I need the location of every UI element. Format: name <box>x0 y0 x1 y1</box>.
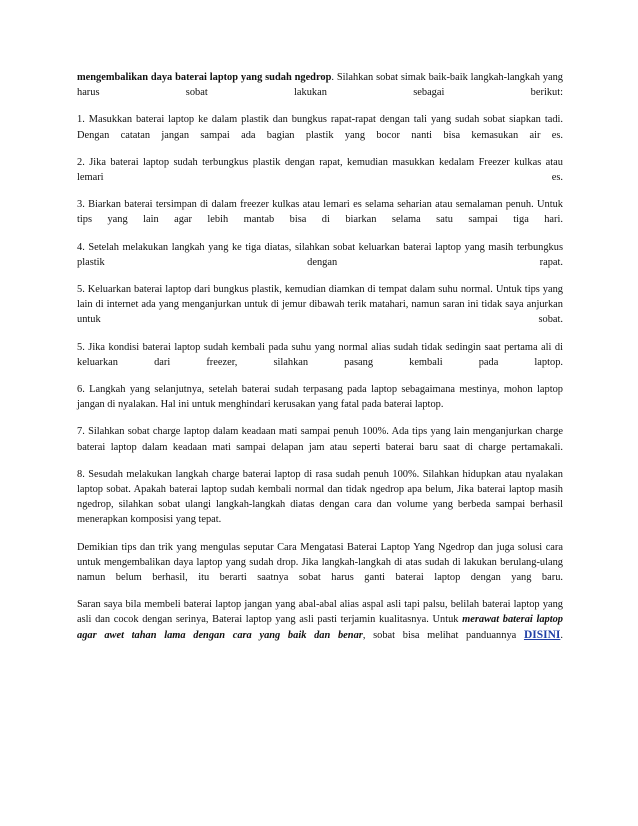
advice-text: Saran saya bila membeli baterai laptop jangan yang abal-abal alias aspal asli tapi palsu, belilah baterai laptop yang asli dan cocok dengan serinya, Baterai laptop yang asli pasti terjamin kualitasnya. Untuk <box>77 599 563 626</box>
step-5a: 5. Keluarkan baterai laptop dari bungkus plastik, kemudian diamkan di tempat dalam suhu normal. Untuk tips yang lain di internet ada yang menganjurkan untuk di jemur dibawah terik matahari, namun saran ini tidak saya anjurkan untuk sobat. <box>77 284 563 326</box>
intro-paragraph <box>77 70 563 100</box>
disini-link[interactable]: DISINI <box>523 628 561 641</box>
step-3: 3. Biarkan baterai tersimpan di dalam freezer kulkas atau lemari es selama seharian atau semalaman penuh. Untuk tips yang lain agar lebih mantab bisa di biarkan selama satu sampai tiga hari. <box>77 199 563 226</box>
advice-bold-italic: merawat baterai laptop agar awet tahan lama dengan cara yang baik dan benar <box>77 614 564 641</box>
advice-paragraph <box>77 597 563 643</box>
intro-text: . Silahkan sobat simak baik-baik langkah-langkah yang harus sobat lakukan sebagai berikut: <box>77 72 563 99</box>
step-8: 8. Sesudah melakukan langkah charge baterai laptop di rasa sudah penuh 100%. Silahkan hidupkan atau nyalakan laptop sobat. Apakah baterai laptop sudah kembali normal dan tidak ngedrop apa belum, Jika baterai laptop masih ngedrop, silahkan sobat ulangi langkah-langkah diatas dengan cara dan volume yang berbeda sampai berhasil menerapkan komposisi yang tepat. <box>77 468 563 526</box>
end-period: . <box>560 629 563 641</box>
step-2: 2. Jika baterai laptop sudah terbungkus plastik dengan rapat, kemudian masukkan kedalam Freezer kulkas atau lemari es. <box>77 156 563 184</box>
step-5b: 5. Jika kondisi baterai laptop sudah kembali pada suhu yang normal alias sudah tidak sedingin saat pertama ali di keluarkan dari freezer, silahkan pasang kembali pada laptop. <box>77 341 563 368</box>
step-1: 1. Masukkan baterai laptop ke dalam plastik dan bungkus rapat-rapat dengan tali yang sudah sobat siapkan tadi. Dengan catatan jangan sampai ada bagian plastik yang bocor nanti bisa kemasukan air es. <box>77 114 563 141</box>
intro-bold-text: mengembalikan daya baterai laptop yang sudah ngedrop <box>77 72 332 83</box>
advice-tail: , sobat bisa melihat panduannya <box>362 629 524 641</box>
step-4: 4. Setelah melakukan langkah yang ke tiga diatas, silahkan sobat keluarkan baterai laptop yang masih terbungkus plastik dengan rapat. <box>77 241 563 268</box>
step-7: 7. Silahkan sobat charge laptop dalam keadaan mati sampai penuh 100%. Ada tips yang lain menganjurkan charge baterai laptop dalam keadaan mati sampai delapan jam atau seperti baterai baru saat di charge pertamakali. <box>77 426 563 453</box>
closing-paragraph: Demikian tips dan trik yang mengulas seputar Cara Mengatasi Baterai Laptop Yang Ngedrop dan juga solusi cara untuk mengembalikan daya laptop yang sudah drop. Jika langkah-langkah di atas sudah di lakukan berulang-ulang namun belum berhasil, itu berarti saatnya sobat harus ganti baterai laptop dengan yang baru. <box>77 541 563 584</box>
step-6: 6. Langkah yang selanjutnya, setelah baterai sudah terpasang pada laptop sebagaimana mestinya, mohon laptop jangan di nyalakan. Hal ini untuk menghindari kerusakan yang fatal pada baterai laptop. <box>77 384 563 411</box>
